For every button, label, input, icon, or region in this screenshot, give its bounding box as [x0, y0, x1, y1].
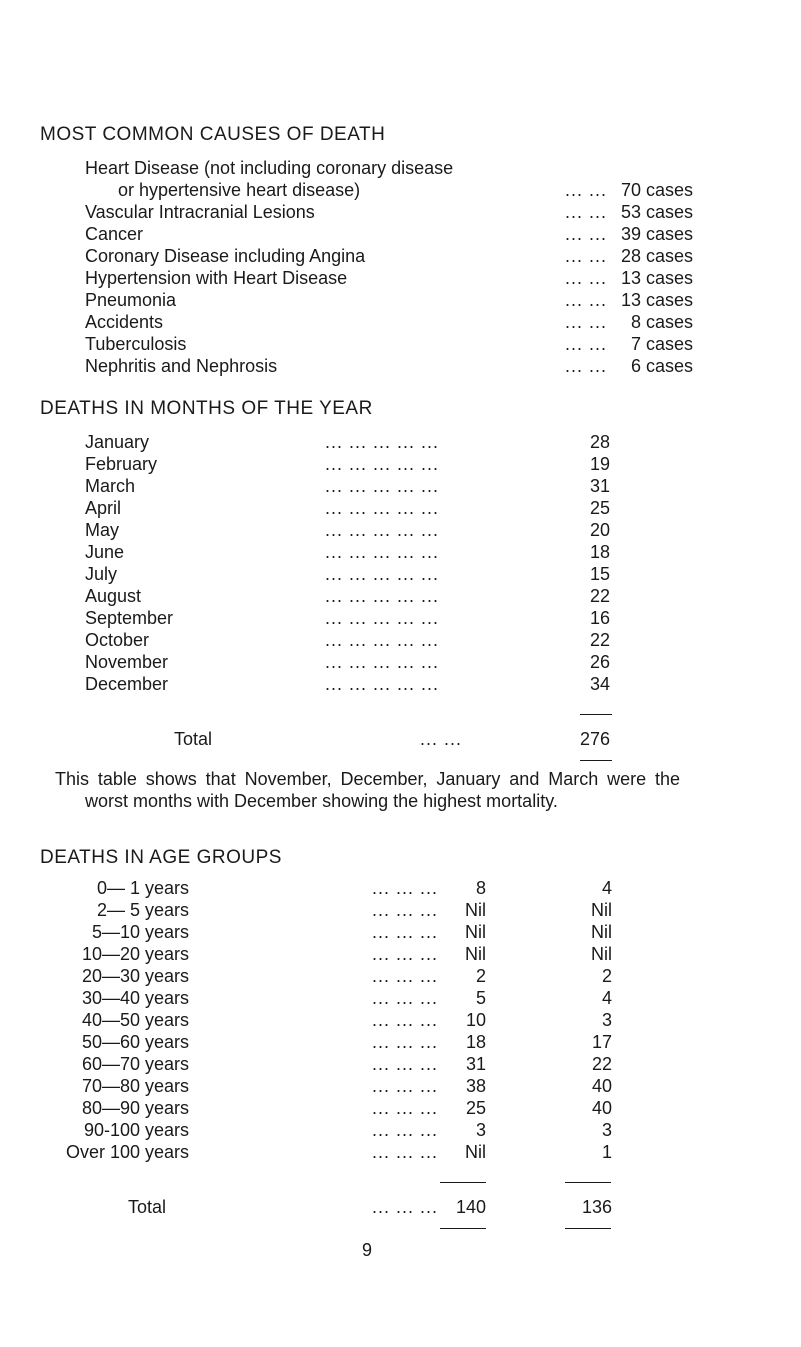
age-col2: 17	[591, 1032, 612, 1052]
age-col2: 2	[601, 966, 612, 986]
leader-dots: ... ...	[565, 290, 608, 310]
age-range: 0— 1	[96, 878, 140, 898]
cause-label: or hypertensive heart disease)	[118, 180, 361, 200]
months-total-value: 276	[579, 729, 610, 749]
month-label: July	[85, 564, 118, 584]
leader-dots: ... ... ...	[372, 878, 439, 898]
leader-dots: ... ... ...	[372, 922, 439, 942]
age-col2: 40	[591, 1098, 612, 1118]
leader-dots: ... ... ... ... ...	[325, 674, 440, 694]
month-value: 19	[589, 454, 610, 474]
leader-dots: ... ... ... ... ...	[325, 542, 440, 562]
age-range: 2— 5	[96, 900, 140, 920]
summary-paragraph: This table shows that November, December, January and March were the worst months with December showing the highest mortality.	[55, 769, 680, 811]
leader-dots: ... ... ... ... ...	[325, 564, 440, 584]
age-range: 10—20	[81, 944, 140, 964]
month-value: 31	[589, 476, 610, 496]
age-col1: 8	[475, 878, 486, 898]
age-col1: 5	[475, 988, 486, 1008]
leader-dots: ... ... ... ... ...	[325, 608, 440, 628]
month-value: 16	[589, 608, 610, 628]
age-range: 80—90	[81, 1098, 140, 1118]
age-col2: Nil	[591, 922, 612, 942]
age-unit: years	[145, 1010, 190, 1030]
age-range: 90-100	[83, 1120, 140, 1140]
month-label: November	[85, 652, 169, 672]
age-range: 5—10	[91, 922, 140, 942]
age-total-label: Total	[128, 1197, 167, 1217]
page-number: 9	[362, 1240, 373, 1260]
leader-dots: ... ... ... ... ...	[325, 652, 440, 672]
cause-label: Heart Disease (not including coronary disease	[85, 158, 454, 178]
age-col2: 3	[601, 1010, 612, 1030]
cause-value: 13 cases	[621, 268, 694, 288]
leader-dots: ... ...	[565, 334, 608, 354]
month-label: April	[85, 498, 122, 518]
age-col2: Nil	[591, 900, 612, 920]
age-range: 60—70	[81, 1054, 140, 1074]
month-label: March	[85, 476, 136, 496]
leader-dots: ... ... ...	[372, 966, 439, 986]
leader-dots: ... ... ...	[372, 1142, 439, 1162]
age-col1: Nil	[465, 944, 486, 964]
total-rule	[440, 1182, 486, 1183]
age-col2: 4	[601, 988, 612, 1008]
month-label: June	[85, 542, 125, 562]
causes-heading: MOST COMMON CAUSES OF DEATH	[40, 124, 386, 145]
age-unit: years	[145, 878, 190, 898]
age-col2: 3	[601, 1120, 612, 1140]
leader-dots: ... ... ...	[372, 1098, 439, 1118]
cause-label: Nephritis and Nephrosis	[85, 356, 278, 376]
age-unit: years	[145, 1054, 190, 1074]
age-col1: 3	[475, 1120, 486, 1140]
month-value: 22	[589, 586, 610, 606]
age-unit: years	[145, 1076, 190, 1096]
age-unit: years	[145, 900, 190, 920]
cause-label: Pneumonia	[85, 290, 177, 310]
leader-dots: ... ...	[565, 312, 608, 332]
leader-dots: ... ... ... ... ...	[325, 630, 440, 650]
cause-value: 53 cases	[621, 202, 694, 222]
leader-dots: ... ... ...	[372, 1197, 439, 1217]
age-range: Over 100	[65, 1142, 140, 1162]
month-label: August	[85, 586, 142, 606]
months-heading: DEATHS IN MONTHS OF THE YEAR	[40, 398, 373, 419]
cause-value: 7 cases	[631, 334, 694, 354]
age-col2: 22	[591, 1054, 612, 1074]
leader-dots: ... ... ...	[372, 988, 439, 1008]
leader-dots: ... ... ...	[372, 1032, 439, 1052]
leader-dots: ... ... ...	[372, 1054, 439, 1074]
leader-dots: ... ...	[565, 356, 608, 376]
cause-value: 28 cases	[621, 246, 694, 266]
age-col2: 4	[601, 878, 612, 898]
total-rule	[580, 714, 612, 715]
cause-label: Cancer	[85, 224, 144, 244]
age-col1: 18	[465, 1032, 486, 1052]
leader-dots: ... ... ... ... ...	[325, 498, 440, 518]
month-label: February	[85, 454, 158, 474]
age-unit: years	[145, 988, 190, 1008]
month-value: 34	[589, 674, 610, 694]
age-col2: 40	[591, 1076, 612, 1096]
age-col1: 2	[475, 966, 486, 986]
leader-dots: ... ... ...	[372, 900, 439, 920]
total-rule	[565, 1182, 611, 1183]
age-total-col2: 136	[581, 1197, 612, 1217]
cause-value: 13 cases	[621, 290, 694, 310]
leader-dots: ... ... ... ... ...	[325, 520, 440, 540]
month-value: 15	[589, 564, 610, 584]
age-range: 40—50	[81, 1010, 140, 1030]
total-rule	[565, 1228, 611, 1229]
age-total-col1: 140	[455, 1197, 486, 1217]
age-col1: Nil	[465, 1142, 486, 1162]
age-range: 70—80	[81, 1076, 140, 1096]
month-value: 28	[589, 432, 610, 452]
age-unit: years	[145, 1142, 190, 1162]
cause-value: 6 cases	[631, 356, 694, 376]
cause-label: Tuberculosis	[85, 334, 187, 354]
age-groups-heading: DEATHS IN AGE GROUPS	[40, 847, 282, 868]
cause-label: Accidents	[85, 312, 164, 332]
age-unit: years	[145, 1120, 190, 1140]
total-rule	[440, 1228, 486, 1229]
age-col1: Nil	[465, 900, 486, 920]
leader-dots: ... ...	[565, 246, 608, 266]
month-label: December	[85, 674, 169, 694]
age-unit: years	[145, 1032, 190, 1052]
month-label: May	[85, 520, 120, 540]
age-col1: 10	[465, 1010, 486, 1030]
leader-dots: ... ...	[420, 729, 463, 749]
leader-dots: ... ...	[565, 224, 608, 244]
month-value: 22	[589, 630, 610, 650]
age-col2: Nil	[591, 944, 612, 964]
leader-dots: ... ... ...	[372, 1120, 439, 1140]
leader-dots: ... ... ... ... ...	[325, 586, 440, 606]
leader-dots: ... ... ...	[372, 1010, 439, 1030]
age-unit: years	[145, 1098, 190, 1118]
months-total-label: Total	[174, 729, 213, 749]
age-unit: years	[145, 944, 190, 964]
cause-label: Coronary Disease including Angina	[85, 246, 366, 266]
cause-label: Vascular Intracranial Lesions	[85, 202, 315, 222]
age-col1: 38	[465, 1076, 486, 1096]
age-unit: years	[145, 966, 190, 986]
month-value: 20	[589, 520, 610, 540]
age-col1: 25	[465, 1098, 486, 1118]
cause-value: 39 cases	[621, 224, 694, 244]
age-range: 20—30	[81, 966, 140, 986]
leader-dots: ... ... ...	[372, 944, 439, 964]
month-label: October	[85, 630, 150, 650]
total-rule	[580, 760, 612, 761]
month-value: 18	[589, 542, 610, 562]
leader-dots: ... ... ...	[372, 1076, 439, 1096]
month-value: 25	[589, 498, 610, 518]
cause-value: 8 cases	[631, 312, 694, 332]
month-label: January	[85, 432, 150, 452]
cause-label: Hypertension with Heart Disease	[85, 268, 348, 288]
leader-dots: ... ... ... ... ...	[325, 432, 440, 452]
age-col1: Nil	[465, 922, 486, 942]
leader-dots: ... ...	[565, 202, 608, 222]
leader-dots: ... ...	[565, 180, 608, 200]
leader-dots: ... ... ... ... ...	[325, 476, 440, 496]
month-value: 26	[589, 652, 610, 672]
age-unit: years	[145, 922, 190, 942]
age-col1: 31	[465, 1054, 486, 1074]
month-label: September	[85, 608, 174, 628]
age-range: 30—40	[81, 988, 140, 1008]
leader-dots: ... ... ... ... ...	[325, 454, 440, 474]
age-range: 50—60	[81, 1032, 140, 1052]
age-col2: 1	[601, 1142, 612, 1162]
leader-dots: ... ...	[565, 268, 608, 288]
cause-value: 70 cases	[621, 180, 694, 200]
